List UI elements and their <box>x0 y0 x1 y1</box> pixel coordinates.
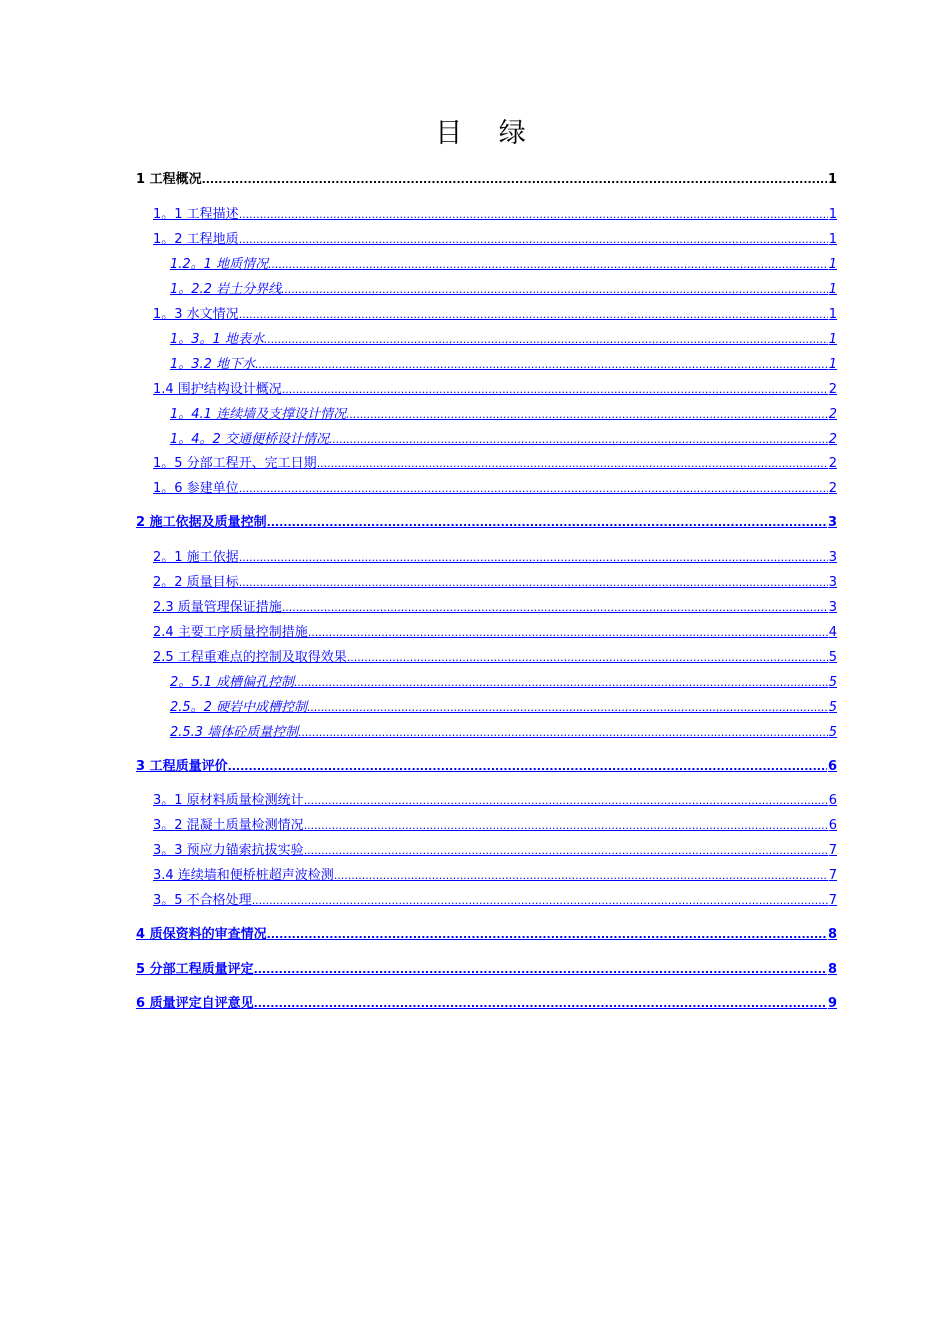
toc-dot-leader <box>267 514 827 532</box>
toc-page-number: 2 <box>828 432 837 447</box>
toc-page-number: 1 <box>828 357 837 372</box>
toc-dot-leader <box>239 231 828 249</box>
toc-entry-label: 5 分部工程质量评定 <box>136 962 254 977</box>
toc-entry[interactable] <box>136 995 837 1013</box>
toc-entry[interactable] <box>136 961 837 979</box>
toc-entry[interactable] <box>153 842 837 860</box>
toc-page-number: 2 <box>828 407 837 422</box>
toc-page-number: 8 <box>827 962 837 977</box>
toc-page-number: 7 <box>828 868 837 883</box>
toc-entry[interactable] <box>153 381 837 399</box>
toc-entry[interactable] <box>153 649 837 667</box>
toc-entry-label: 1。5 分部工程开、完工日期 <box>153 456 317 471</box>
toc-entry[interactable] <box>153 867 837 885</box>
toc-dot-leader <box>282 381 828 399</box>
toc-dot-leader <box>317 455 828 473</box>
toc-page-number: 1 <box>828 207 837 222</box>
toc-entry-label: 2。1 施工依据 <box>153 550 239 565</box>
toc-entry-label: 1.4 围护结构设计概况 <box>153 382 282 397</box>
toc-page-number: 3 <box>828 550 837 565</box>
toc-entry[interactable] <box>170 331 837 349</box>
toc-dot-leader <box>308 624 828 642</box>
toc-page-number: 7 <box>828 843 837 858</box>
toc-entry[interactable] <box>136 514 837 532</box>
toc-dot-leader <box>264 331 828 349</box>
toc-page-number: 5 <box>828 675 837 690</box>
toc-dot-leader <box>239 574 828 592</box>
toc-dot-leader <box>281 281 828 299</box>
toc-entry-label: 2。2 质量目标 <box>153 575 239 590</box>
toc-entry-label: 2.5。2 硬岩中成槽控制 <box>170 700 308 715</box>
toc-dot-leader <box>202 171 827 189</box>
toc-entry-label: 1。2.2 岩土分界线 <box>170 282 282 297</box>
toc-entry-label: 3.4 连续墙和便桥桩超声波检测 <box>153 868 334 883</box>
toc-entry-label: 1。6 参建单位 <box>153 481 239 496</box>
toc-dot-leader <box>329 431 828 449</box>
toc-entry[interactable] <box>170 674 837 692</box>
toc-dot-leader <box>294 674 828 692</box>
toc-entry-label: 3。5 不合格处理 <box>153 893 252 908</box>
toc-entry[interactable] <box>136 926 837 944</box>
toc-page-number: 5 <box>828 725 837 740</box>
toc-entry-label: 1。1 工程描述 <box>153 207 239 222</box>
toc-entry-label: 2.5 工程重难点的控制及取得效果 <box>153 650 347 665</box>
toc-entry[interactable] <box>153 206 837 224</box>
toc-entry[interactable] <box>153 792 837 810</box>
toc-entry-label: 1。4.1 连续墙及支撑设计情况 <box>170 407 347 422</box>
toc-page-number: 1 <box>828 282 837 297</box>
toc-dot-leader <box>252 892 828 910</box>
toc-entry[interactable] <box>153 892 837 910</box>
toc-entry[interactable] <box>153 574 837 592</box>
toc-entry-label: 1。3。1 地表水 <box>170 332 264 347</box>
toc-entry[interactable] <box>170 724 837 742</box>
toc-dot-leader <box>267 926 827 944</box>
toc-entry-label: 1。3 水文情况 <box>153 307 239 322</box>
toc-entry[interactable] <box>153 480 837 498</box>
toc-dot-leader <box>304 842 828 860</box>
toc-entry-label: 2.4 主要工序质量控制措施 <box>153 625 308 640</box>
toc-page-number: 2 <box>828 456 837 471</box>
toc-page-number: 6 <box>828 793 837 808</box>
toc-page-number: 2 <box>828 382 837 397</box>
toc-entry[interactable] <box>153 306 837 324</box>
toc-page-number: 9 <box>827 996 837 1011</box>
toc-entry-label: 6 质量评定自评意见 <box>136 996 254 1011</box>
toc-dot-leader <box>239 306 828 324</box>
toc-dot-leader <box>334 867 828 885</box>
toc-page-number: 1 <box>828 332 837 347</box>
toc-page-number: 1 <box>828 257 837 272</box>
toc-entry[interactable] <box>153 624 837 642</box>
toc-entry-label: 1。2 工程地质 <box>153 232 239 247</box>
toc-page-number: 3 <box>828 600 837 615</box>
toc-page-number: 1 <box>828 232 837 247</box>
toc-entry[interactable] <box>170 281 837 299</box>
toc-dot-leader <box>239 480 828 498</box>
toc-entry-label: 1 工程概况 <box>136 172 202 187</box>
toc-dot-leader <box>307 699 828 717</box>
toc-dot-leader <box>255 356 828 374</box>
toc-entry-label: 4 质保资料的审查情况 <box>136 927 267 942</box>
toc-entry[interactable] <box>170 256 837 274</box>
toc-entry-label: 1.2。1 地质情况 <box>170 257 269 272</box>
toc-entry-label: 1。3.2 地下水 <box>170 357 256 372</box>
toc-entry-label: 3 工程质量评价 <box>136 759 228 774</box>
toc-entry[interactable] <box>153 599 837 617</box>
toc-dot-leader <box>254 961 827 979</box>
toc-page-number: 1 <box>827 172 837 187</box>
toc-entry-label: 3。3 预应力锚索抗拔实验 <box>153 843 304 858</box>
toc-entry-label: 2.3 质量管理保证措施 <box>153 600 282 615</box>
toc-entry[interactable] <box>153 455 837 473</box>
toc-entry <box>136 171 837 189</box>
toc-entry[interactable] <box>170 431 837 449</box>
toc-entry-label: 3。2 混凝土质量检测情况 <box>153 818 304 833</box>
toc-entry[interactable] <box>170 699 837 717</box>
toc-dot-leader <box>298 724 828 742</box>
toc-dot-leader <box>254 995 827 1013</box>
toc-page-number: 8 <box>827 927 837 942</box>
toc-page-number: 4 <box>828 625 837 640</box>
toc-dot-leader <box>268 256 828 274</box>
toc-dot-leader <box>228 758 827 776</box>
toc-entry[interactable] <box>153 231 837 249</box>
toc-dot-leader <box>304 817 828 835</box>
toc-dot-leader <box>239 549 828 567</box>
toc-entry-label: 2。5.1 成槽偏孔控制 <box>170 675 295 690</box>
toc-page-number: 7 <box>828 893 837 908</box>
toc-dot-leader <box>282 599 828 617</box>
toc-page-number: 3 <box>828 575 837 590</box>
toc-entry-label: 2.5.3 墙体砼质量控制 <box>170 725 299 740</box>
toc-entry[interactable] <box>170 356 837 374</box>
toc-page-number: 6 <box>828 818 837 833</box>
toc-entry-label: 2 施工依据及质量控制 <box>136 515 267 530</box>
toc-entry[interactable] <box>153 817 837 835</box>
toc-entry[interactable] <box>136 758 837 776</box>
toc-dot-leader <box>304 792 828 810</box>
page-title: 目 绿 <box>435 118 540 149</box>
toc-entry[interactable] <box>170 406 837 424</box>
toc-entry[interactable] <box>153 549 837 567</box>
toc-dot-leader <box>346 406 828 424</box>
toc-entry-label: 1。4。2 交通便桥设计情况 <box>170 432 329 447</box>
toc-page-number: 2 <box>828 481 837 496</box>
toc-page-number: 6 <box>827 759 837 774</box>
toc-page-number: 3 <box>827 515 837 530</box>
toc-dot-leader <box>239 206 828 224</box>
toc-page-number: 5 <box>828 700 837 715</box>
toc-dot-leader <box>347 649 828 667</box>
toc-entry-label: 3。1 原材料质量检测统计 <box>153 793 304 808</box>
toc-page-number: 1 <box>828 307 837 322</box>
toc-page-number: 5 <box>828 650 837 665</box>
